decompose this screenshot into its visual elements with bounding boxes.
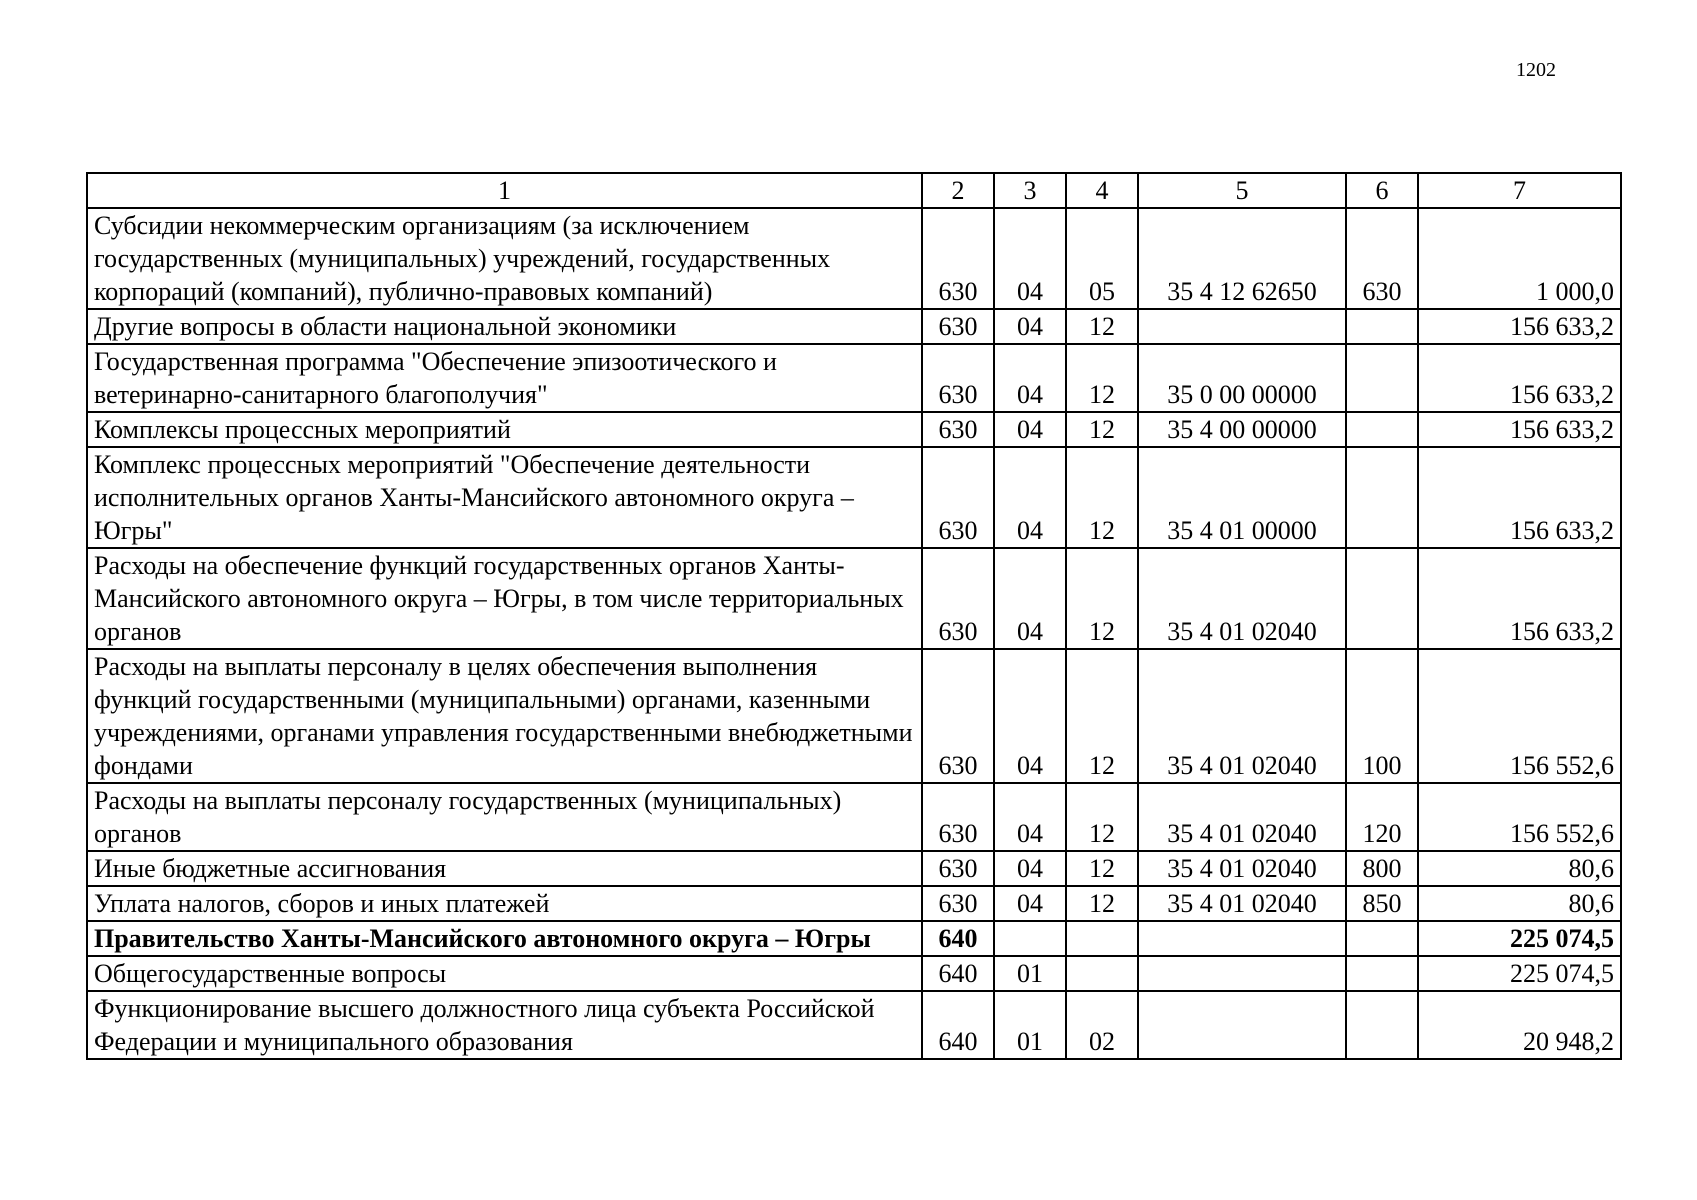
- row-name: Комплекс процессных мероприятий "Обеспечение деятельности исполнительных органов Ханты-Мансийского автономного округа – Югры": [87, 447, 922, 548]
- table-row: [87, 208, 1621, 309]
- row-target-code: 35 4 01 02040: [1138, 548, 1346, 649]
- row-target-code: [1138, 921, 1346, 956]
- row-subsection-code: [1066, 956, 1138, 991]
- row-section-code: 01: [994, 956, 1066, 991]
- row-subsection-code: 12: [1066, 447, 1138, 548]
- row-expense-type-code: [1346, 548, 1418, 649]
- row-name: Другие вопросы в области национальной экономики: [87, 309, 922, 344]
- row-name: Расходы на выплаты персоналу государственных (муниципальных) органов: [87, 783, 922, 851]
- row-amount: 156 633,2: [1418, 309, 1621, 344]
- row-amount: 80,6: [1418, 886, 1621, 921]
- column-header: 7: [1418, 173, 1621, 208]
- table-header-row: [87, 173, 1621, 208]
- row-subsection-code: 12: [1066, 548, 1138, 649]
- row-expense-type-code: [1346, 921, 1418, 956]
- row-section-code: 04: [994, 649, 1066, 783]
- row-expense-type-code: [1346, 991, 1418, 1059]
- table-row-total: [87, 921, 1621, 956]
- row-expense-type-code: 850: [1346, 886, 1418, 921]
- row-section-code: 04: [994, 851, 1066, 886]
- row-target-code: 35 4 12 62650: [1138, 208, 1346, 309]
- row-section-code: 04: [994, 783, 1066, 851]
- table-row: [87, 956, 1621, 991]
- table-row: [87, 447, 1621, 548]
- row-target-code: [1138, 991, 1346, 1059]
- row-name: Правительство Ханты-Мансийского автономного округа – Югры: [87, 921, 922, 956]
- row-amount: 156 633,2: [1418, 447, 1621, 548]
- page-number: 1202: [1516, 59, 1556, 81]
- row-amount: 156 633,2: [1418, 548, 1621, 649]
- row-name: Расходы на выплаты персоналу в целях обеспечения выполнения функций государственными (муниципальными) органами, казенными учреждениями, органами управления государственными внебюджетными фондами: [87, 649, 922, 783]
- row-ministry-code: 640: [922, 991, 994, 1059]
- row-target-code: 35 4 01 02040: [1138, 783, 1346, 851]
- row-target-code: 35 4 01 02040: [1138, 649, 1346, 783]
- column-header: 6: [1346, 173, 1418, 208]
- row-ministry-code: 630: [922, 886, 994, 921]
- row-name: Расходы на обеспечение функций государственных органов Ханты-Мансийского автономного округа – Югры, в том числе территориальных органов: [87, 548, 922, 649]
- row-expense-type-code: 120: [1346, 783, 1418, 851]
- row-target-code: [1138, 309, 1346, 344]
- row-subsection-code: 05: [1066, 208, 1138, 309]
- row-expense-type-code: 800: [1346, 851, 1418, 886]
- row-target-code: 35 4 00 00000: [1138, 412, 1346, 447]
- row-subsection-code: 12: [1066, 783, 1138, 851]
- row-target-code: 35 0 00 00000: [1138, 344, 1346, 412]
- table-row: [87, 886, 1621, 921]
- row-expense-type-code: 100: [1346, 649, 1418, 783]
- row-expense-type-code: [1346, 309, 1418, 344]
- row-expense-type-code: [1346, 956, 1418, 991]
- row-target-code: 35 4 01 02040: [1138, 851, 1346, 886]
- row-ministry-code: 630: [922, 208, 994, 309]
- row-subsection-code: 12: [1066, 851, 1138, 886]
- column-header: 3: [994, 173, 1066, 208]
- row-ministry-code: 630: [922, 851, 994, 886]
- row-ministry-code: 640: [922, 956, 994, 991]
- table-row: [87, 309, 1621, 344]
- row-name: Функционирование высшего должностного лица субъекта Российской Федерации и муниципального образования: [87, 991, 922, 1059]
- row-subsection-code: 12: [1066, 649, 1138, 783]
- row-section-code: [994, 921, 1066, 956]
- row-expense-type-code: [1346, 412, 1418, 447]
- column-header: 4: [1066, 173, 1138, 208]
- row-expense-type-code: 630: [1346, 208, 1418, 309]
- row-section-code: 04: [994, 309, 1066, 344]
- row-amount: 80,6: [1418, 851, 1621, 886]
- row-name: Иные бюджетные ассигнования: [87, 851, 922, 886]
- row-amount: 156 633,2: [1418, 412, 1621, 447]
- table-row: [87, 344, 1621, 412]
- row-name: Уплата налогов, сборов и иных платежей: [87, 886, 922, 921]
- row-name: Комплексы процессных мероприятий: [87, 412, 922, 447]
- row-name: Государственная программа "Обеспечение эпизоотического и ветеринарно-санитарного благополучия": [87, 344, 922, 412]
- row-ministry-code: 630: [922, 412, 994, 447]
- row-amount: 156 633,2: [1418, 344, 1621, 412]
- row-amount: 225 074,5: [1418, 956, 1621, 991]
- table-row: [87, 851, 1621, 886]
- row-ministry-code: 630: [922, 447, 994, 548]
- column-header: 1: [87, 173, 922, 208]
- row-name: Общегосударственные вопросы: [87, 956, 922, 991]
- row-amount: 156 552,6: [1418, 649, 1621, 783]
- table-row: [87, 412, 1621, 447]
- row-ministry-code: 630: [922, 649, 994, 783]
- row-amount: 156 552,6: [1418, 783, 1621, 851]
- row-section-code: 04: [994, 412, 1066, 447]
- row-subsection-code: 02: [1066, 991, 1138, 1059]
- row-ministry-code: 640: [922, 921, 994, 956]
- row-target-code: 35 4 01 02040: [1138, 886, 1346, 921]
- column-header: 2: [922, 173, 994, 208]
- row-amount: 20 948,2: [1418, 991, 1621, 1059]
- row-section-code: 04: [994, 208, 1066, 309]
- row-section-code: 04: [994, 344, 1066, 412]
- row-target-code: 35 4 01 00000: [1138, 447, 1346, 548]
- row-section-code: 04: [994, 548, 1066, 649]
- table-row: [87, 783, 1621, 851]
- row-ministry-code: 630: [922, 344, 994, 412]
- table-row: [87, 548, 1621, 649]
- column-header: 5: [1138, 173, 1346, 208]
- row-section-code: 01: [994, 991, 1066, 1059]
- row-subsection-code: 12: [1066, 886, 1138, 921]
- table-row: [87, 991, 1621, 1059]
- row-subsection-code: 12: [1066, 309, 1138, 344]
- row-amount: 225 074,5: [1418, 921, 1621, 956]
- row-ministry-code: 630: [922, 309, 994, 344]
- row-target-code: [1138, 956, 1346, 991]
- table-row: [87, 649, 1621, 783]
- row-ministry-code: 630: [922, 783, 994, 851]
- row-name: Субсидии некоммерческим организациям (за исключением государственных (муниципальных) учреждений, государственных корпораций (компаний), публично-правовых компаний): [87, 208, 922, 309]
- row-expense-type-code: [1346, 447, 1418, 548]
- budget-table: [86, 172, 1622, 1060]
- row-subsection-code: 12: [1066, 412, 1138, 447]
- row-amount: 1 000,0: [1418, 208, 1621, 309]
- row-section-code: 04: [994, 447, 1066, 548]
- row-ministry-code: 630: [922, 548, 994, 649]
- row-subsection-code: [1066, 921, 1138, 956]
- row-section-code: 04: [994, 886, 1066, 921]
- row-subsection-code: 12: [1066, 344, 1138, 412]
- row-expense-type-code: [1346, 344, 1418, 412]
